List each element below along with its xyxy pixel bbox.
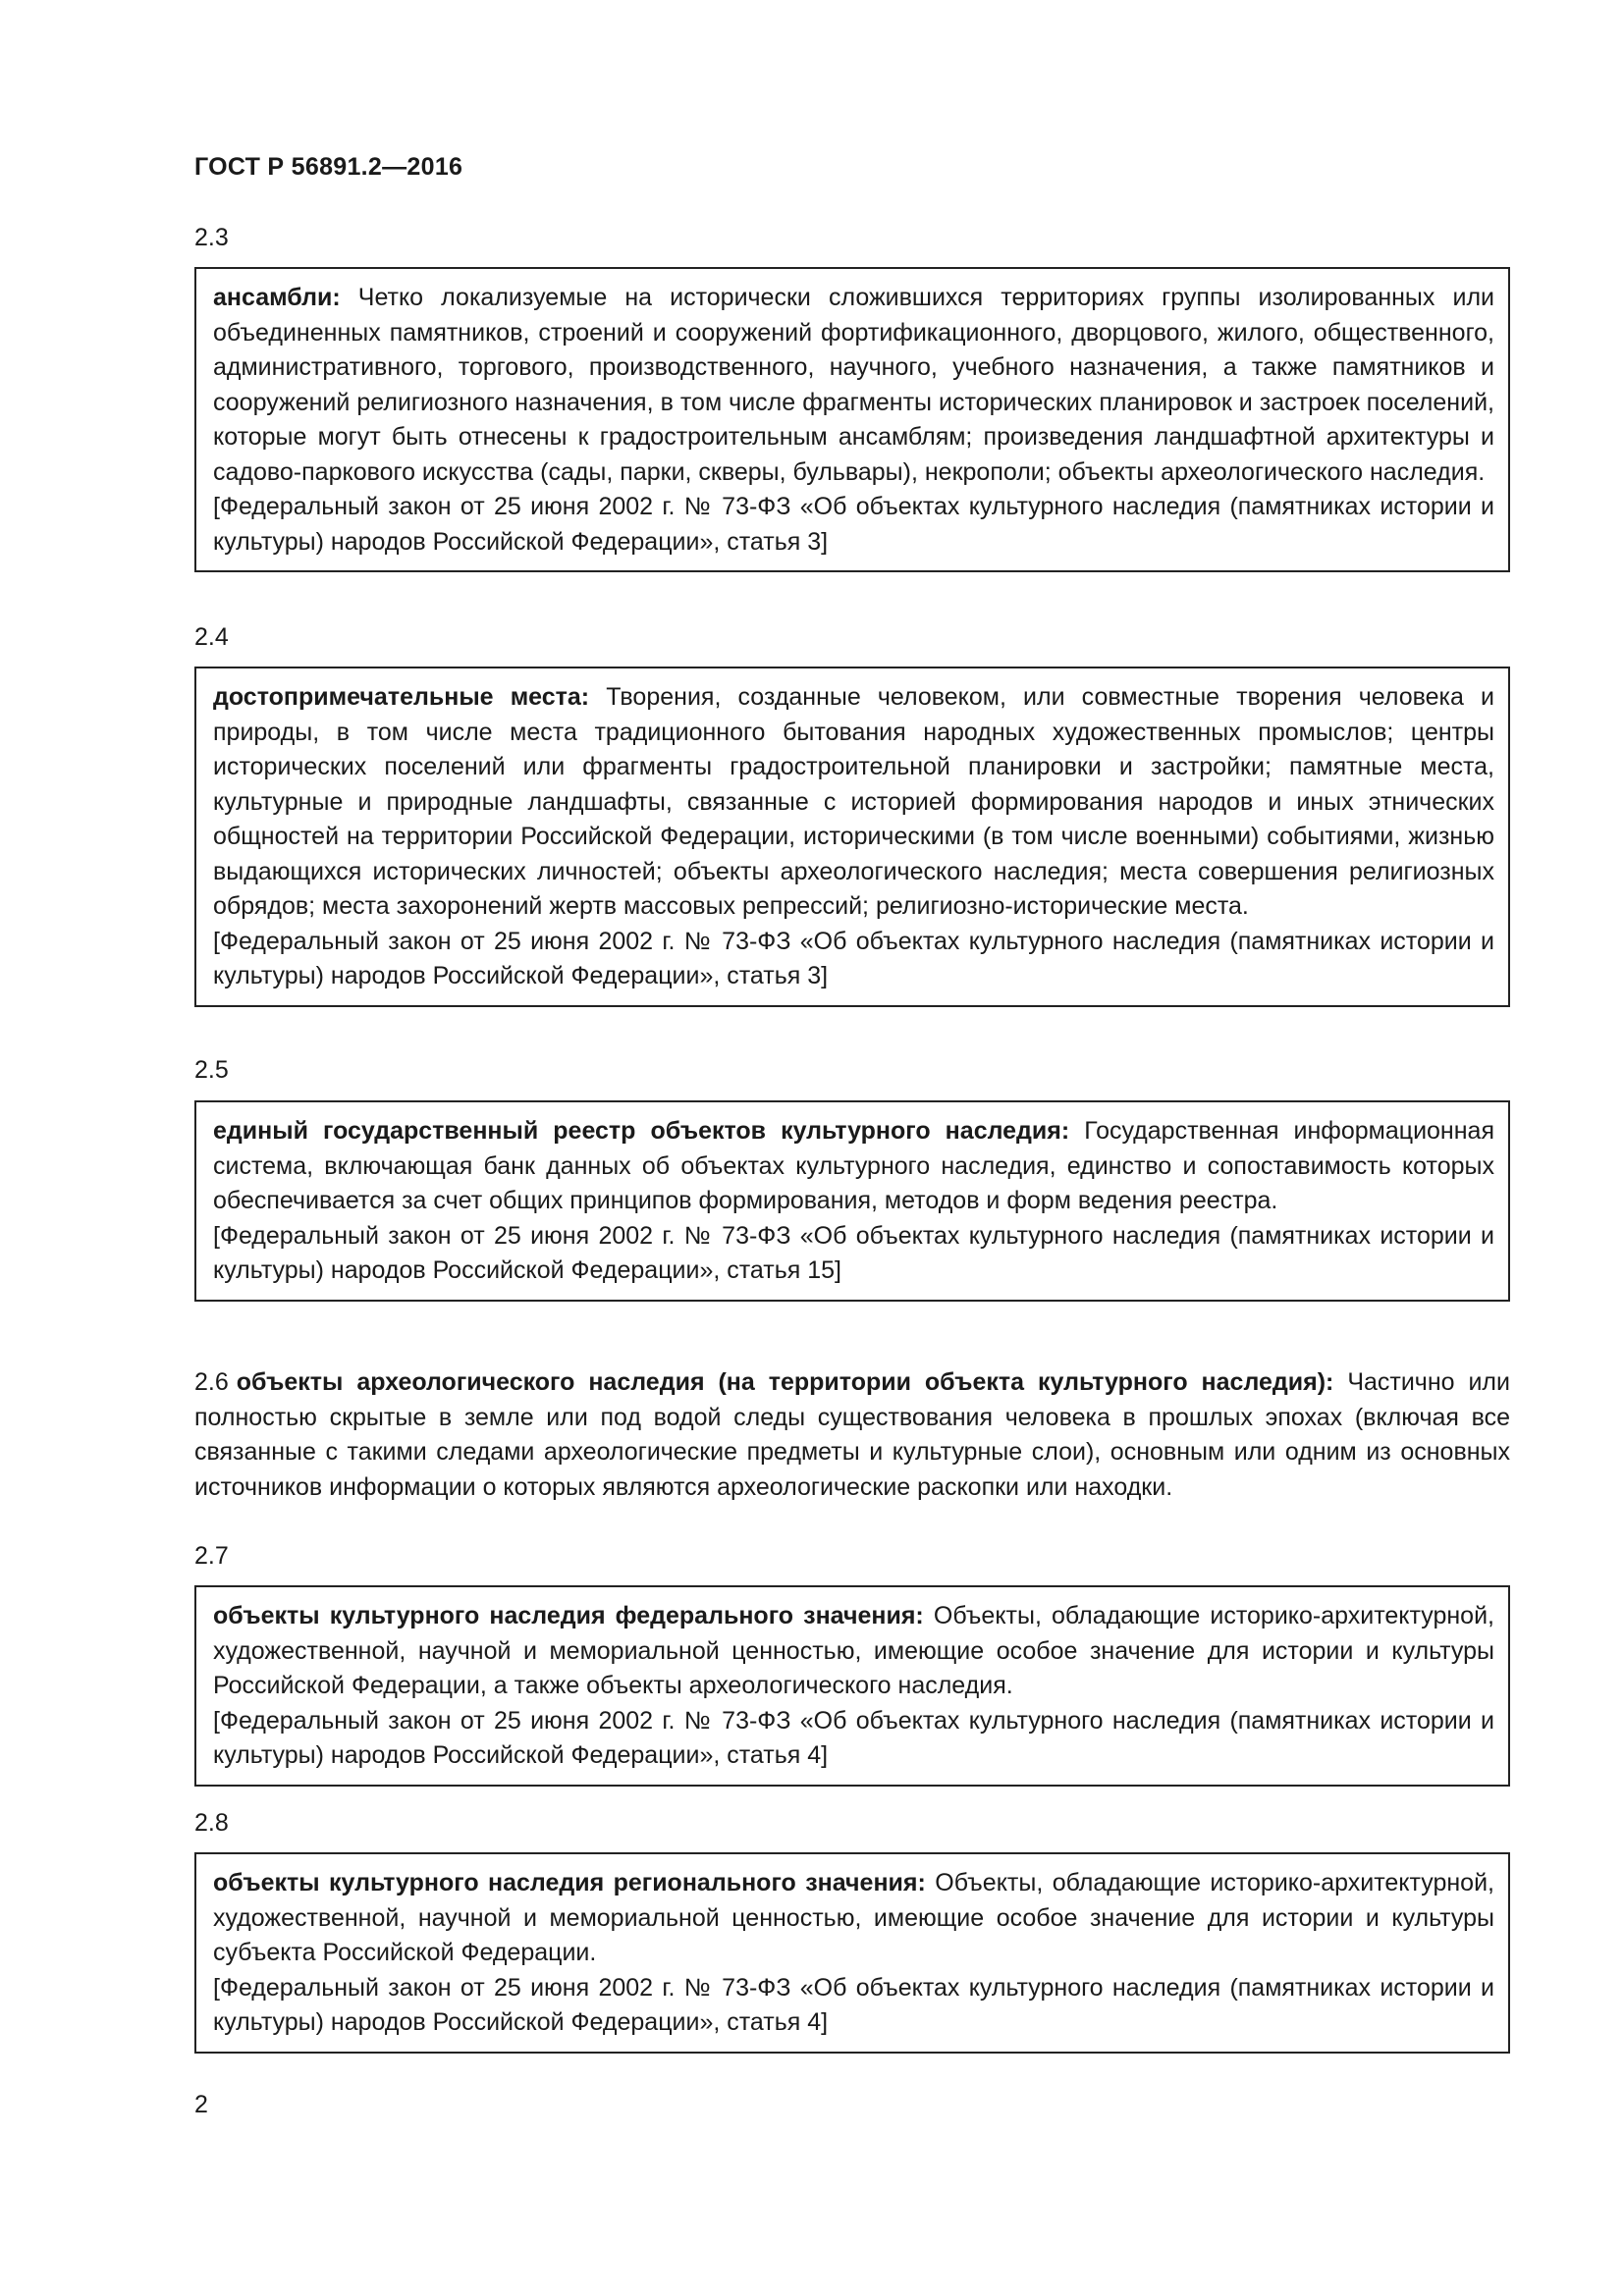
term-definition: Частично или полностью скрытые в земле или под водой следы существования человека в прошлых эпохах (включая все связанные с такими следами археологические предметы и культурные слои), основным или одним из основных источников информации о которых являются археологические раскопки или находки.: [194, 1368, 1510, 1501]
document-header: ГОСТ Р 56891.2—2016: [194, 153, 463, 181]
term-box-landmarks: [194, 667, 1510, 1007]
term-box-federal: [194, 1585, 1510, 1787]
page-number: 2: [194, 2091, 208, 2118]
term-box-registry: [194, 1100, 1510, 1302]
term-number: 2.5: [194, 1056, 229, 1084]
term-number: 2.7: [194, 1542, 229, 1570]
term-name: объекты археологического наследия (на территории объекта культурного наследия):: [236, 1368, 1334, 1396]
term-archaeological: [194, 1365, 1510, 1505]
term-box-regional: [194, 1852, 1510, 2054]
term-number: 2.8: [194, 1809, 229, 1837]
term-box-ensembles: [194, 267, 1510, 572]
term-name: достопримечательные места:: [213, 683, 590, 711]
term-number: 2.6: [194, 1368, 229, 1396]
term-source: [Федеральный закон от 25 июня 2002 г. № 73-ФЗ «Об объектах культурного наследия (памятниках истории и культуры) народов Российской Федерации», статья 3]: [213, 927, 1494, 989]
term-name: объекты культурного наследия регионального значения:: [213, 1869, 926, 1896]
term-source: [Федеральный закон от 25 июня 2002 г. № 73-ФЗ «Об объектах культурного наследия (памятниках истории и культуры) народов Российской Федерации», статья 15]: [213, 1221, 1494, 1284]
term-name: единый государственный реестр объектов культурного наследия:: [213, 1117, 1070, 1145]
term-definition: Государственная информационная система, включающая банк данных об объектах культурного наследия, единство и сопоставимость которых обеспечивается за счет общих принципов формирования, методов и форм ведения реестра.: [213, 1117, 1494, 1214]
term-definition: Объекты, обладающие историко-архитектурной, художественной, научной и мемориальной ценностью, имеющие особое значение для истории и культуры субъекта Российской Федерации.: [213, 1869, 1494, 1966]
term-source: [Федеральный закон от 25 июня 2002 г. № 73-ФЗ «Об объектах культурного наследия (памятниках истории и культуры) народов Российской Федерации», статья 4]: [213, 1706, 1494, 1769]
term-name: объекты культурного наследия федерального значения:: [213, 1602, 924, 1629]
term-definition: Творения, созданные человеком, или совместные творения человека и природы, в том числе места традиционного бытования народных художественных промыслов; центры исторических поселений или фрагменты градостроительной планировки и застройки; памятные места, культурные и природные ландшафты, связанные с историей формирования народов и иных этнических общностей на территории Российской Федерации, историческими (в том числе военными) событиями, жизнью выдающихся исторических личностей; объекты археологического наследия; места совершения религиозных обрядов; места захоронений жертв массовых репрессий; религиозно-исторические места.: [213, 683, 1494, 920]
term-definition: Четко локализуемые на исторически сложившихся территориях группы изолированных или объединенных памятников, строений и сооружений фортификационного, дворцового, жилого, общественного, административного, торгового, производственного, научного, учебного назначения, а также памятников и сооружений религиозного назначения, в том числе фрагменты исторических планировок и застроек поселений, которые могут быть отнесены к градостроительным ансамблям; произведения ландшафтной архитектуры и садово-паркового искусства (сады, парки, скверы, бульвары), некрополи; объекты археологического наследия.: [213, 284, 1494, 486]
term-source: [Федеральный закон от 25 июня 2002 г. № 73-ФЗ «Об объектах культурного наследия (памятниках истории и культуры) народов Российской Федерации», статья 4]: [213, 1973, 1494, 2036]
term-number: 2.4: [194, 623, 229, 651]
term-name: ансамбли:: [213, 284, 341, 311]
term-number: 2.3: [194, 224, 229, 251]
term-definition: Объекты, обладающие историко-архитектурной, художественной, научной и мемориальной ценностью, имеющие особое значение для истории и культуры Российской Федерации, а также объекты археологического наследия.: [213, 1602, 1494, 1699]
term-source: [Федеральный закон от 25 июня 2002 г. № 73-ФЗ «Об объектах культурного наследия (памятниках истории и культуры) народов Российской Федерации», статья 3]: [213, 493, 1494, 556]
